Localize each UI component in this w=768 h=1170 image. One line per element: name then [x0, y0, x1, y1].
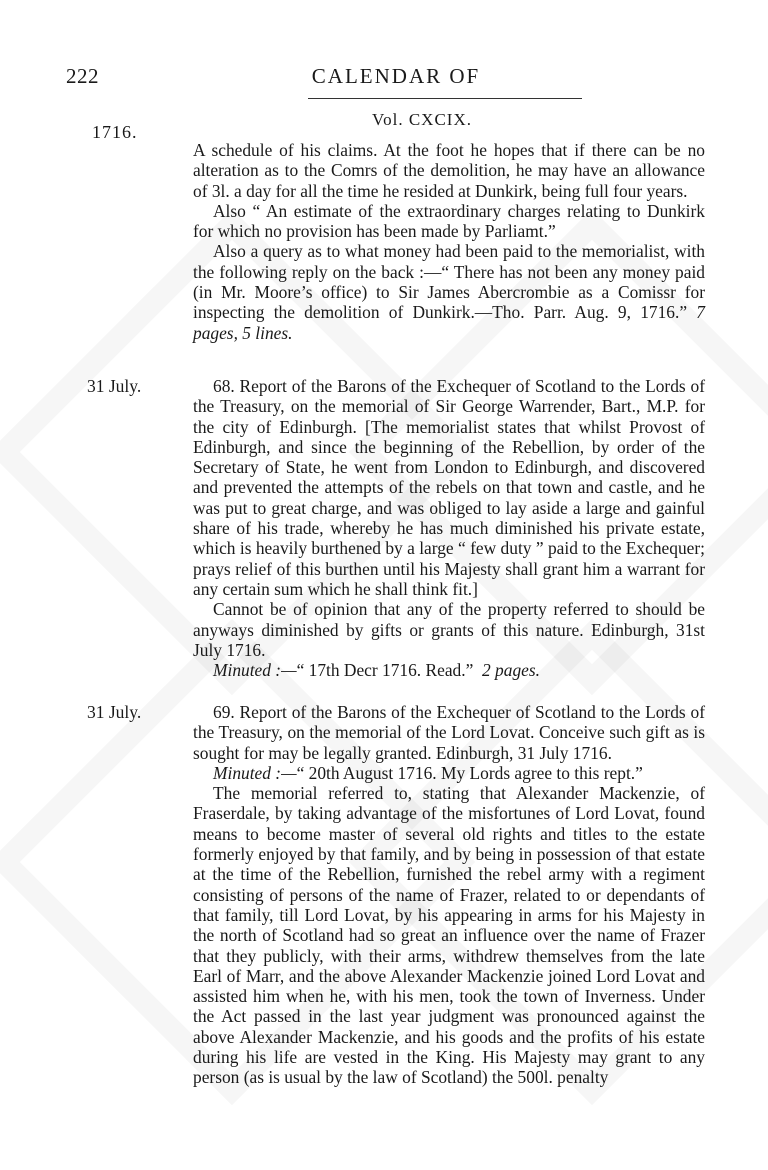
- minuted-label: Minuted :—: [213, 660, 297, 681]
- paragraph: 69. Report of the Barons of the Exchequer of Scotland to the Lords of the Treasury, on the memorial of the Lord Lovat. Conceive such gift as is sought for may be legally granted. Edinburgh, 31 July 1716.: [193, 702, 705, 763]
- minute-text: “ 20th August 1716. My Lords agree to this rept.”: [296, 762, 643, 783]
- minute-text: “ 17th Decr 1716. Read.”: [296, 660, 474, 681]
- entry-date: 31 July.: [87, 376, 142, 396]
- minute-line: [193, 660, 705, 680]
- page-count-note: 2 pages.: [482, 660, 540, 681]
- entry-continuation: [193, 140, 705, 343]
- entry-68: [193, 376, 705, 680]
- entry-date: 31 July.: [87, 702, 142, 722]
- volume-heading: Vol. CXCIX.: [372, 110, 472, 129]
- paragraph: Also “ An estimate of the extraordinary charges relating to Dunkirk for which no provision has been made by Parliamt.”: [193, 200, 705, 242]
- paragraph: [193, 241, 705, 342]
- paragraph: Cannot be of opinion that any of the property referred to should be anyways diminished by gifts or grants of this nature. Edinburgh, 31st July 1716.: [193, 599, 705, 660]
- page-count-note: 7 pages, 5 lines.: [193, 302, 705, 343]
- paragraph: A schedule of his claims. At the foot he hopes that if there can be no alteration as to the Comrs of the demolition, he may have an allowance of 3l. a day for all the time he resided at Dunkirk, being full four years.: [193, 140, 705, 201]
- minuted-label: Minuted :—: [213, 762, 297, 783]
- paragraph: The memorial referred to, stating that Alexander Mackenzie, of Fraserdale, by taking advantage of the misfortunes of Lord Lovat, found means to become master of several old rights and titles to the estate formerly enjoyed by that family, and by being in possession of that estate at the time of the Rebellion, furnished the rebel army with a regiment consisting of persons of the name of Frazer, related to or dependants of that family, till Lord Lovat, by his appearing in arms for his Majesty in the north of Scotland had so great an influence over the name of Frazer that they publicly, with their arms, withdrew themselves from the late Earl of Marr, and the above Alexander Mackenzie joined Lord Lovat and assisted him when he, with his men, took the town of Inverness. Under the Act passed in the last year judgment was pronounced against the above Alexander Mackenzie, and his goods and the profits of his estate during his life are vested in the King. His Majesty may grant to any person (as is usual by the law of Scotland) the 500l. penalty: [193, 783, 705, 1088]
- entry-69: [193, 702, 705, 1088]
- paragraph: 68. Report of the Barons of the Exchequer of Scotland to the Lords of the Treasury, on the memorial of Sir George Warrender, Bart., M.P. for the city of Edinburgh. [The memorialist states that whilst Provost of Edinburgh, and since the beginning of the Rebellion, by order of the Secretary of State, he went from London to Edinburgh, and discovered and prevented the attempts of the rebels on that town and castle, and he was put to great charge, and was obliged to lay aside a large and gainful share of his trade, whereby he has much diminished his private estate, which is heavily burthened by a large “ few duty ” paid to the Exchequer; prays relief of this burthen until his Majesty shall grant him a warrant for any certain sum which he shall think fit.]: [193, 376, 705, 599]
- running-title: CALENDAR OF: [311, 64, 481, 88]
- page-number: 222: [66, 64, 99, 88]
- header-rule: [308, 98, 582, 99]
- year-margin-label: 1716.: [92, 122, 138, 142]
- minute-line: [193, 763, 705, 783]
- paragraph-text: Also a query as to what money had been paid to the memorialist, with the following reply on the back :—“ There has not been any money paid (in Mr. Moore’s office) to Sir James Abercrombie as a Comissr for inspecting the demolition of Dunkirk.—Tho. Parr. Aug. 9, 1716.”: [193, 241, 705, 323]
